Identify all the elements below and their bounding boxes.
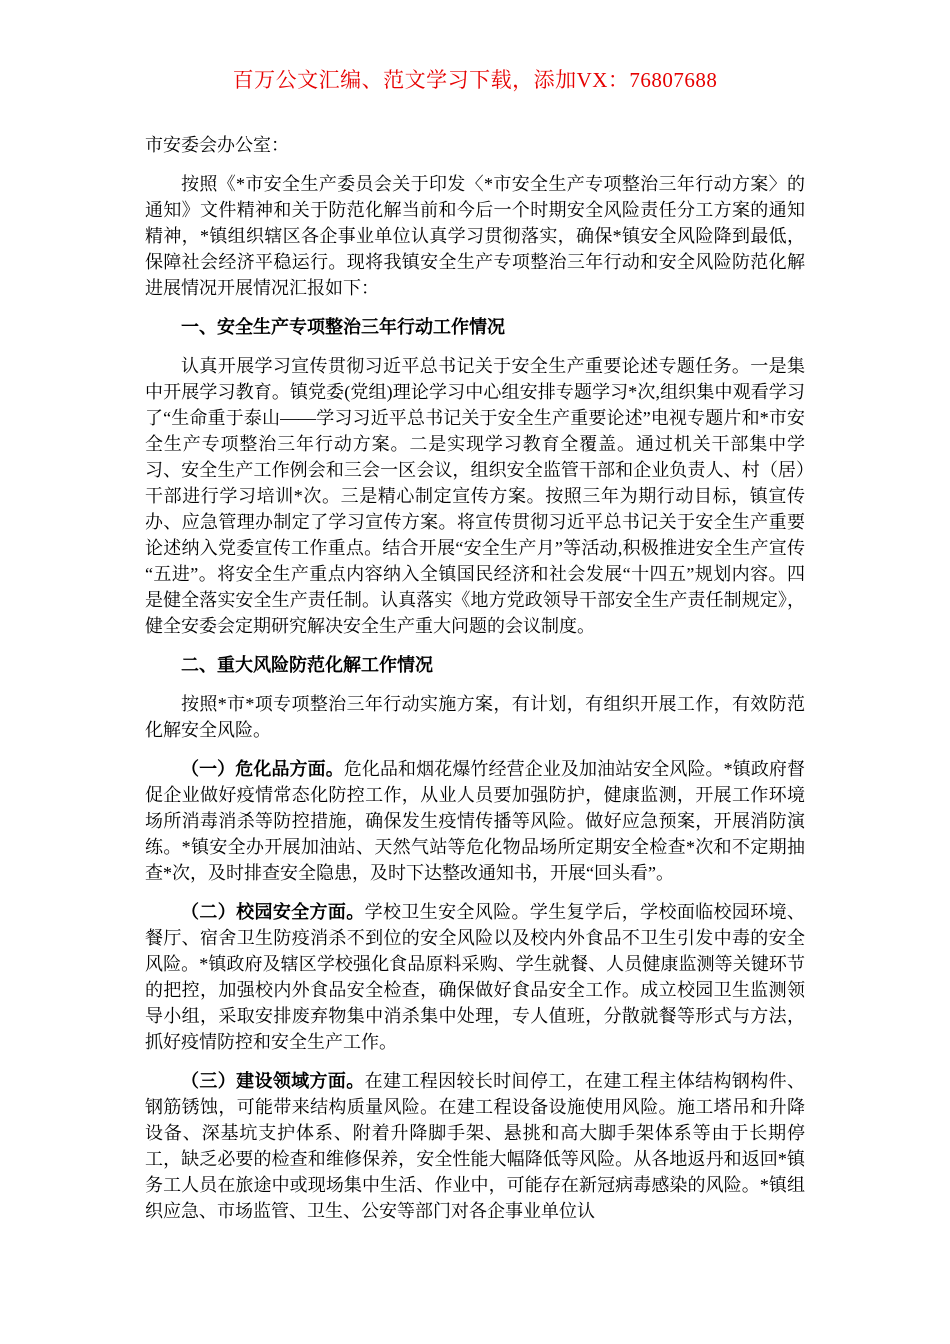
paragraph-lead-hazardous-chemicals: （一）危化品方面。 — [181, 759, 344, 779]
paragraph-text-campus-safety: 学校卫生安全风险。学生复学后，学校面临校园环境、餐厅、宿舍卫生防疫消杀不到位的安全风险以及校内外食品不卫生引发中毒的安全风险。*镇政府及辖区学校强化食品原料采购、学生就餐、人员健康监测等关键环节的把控，加强校内外食品安全检查，确保做好食品安全工作。成立校园卫生监测领导小组，采取安排废弃物集中消杀集中处理，专人值班，分散就餐等形式与方法，抓好疫情防控和安全生产工作。 — [145, 902, 806, 1052]
paragraph-lead-campus-safety: （二）校园安全方面。 — [181, 902, 365, 922]
section-heading-2: 二、重大风险防范化解工作情况 — [181, 655, 433, 675]
salutation: 市安委会办公室： — [145, 135, 289, 155]
paragraph-text-construction: 在建工程因较长时间停工，在建工程主体结构钢构件、钢筋锈蚀，可能带来结构质量风险。在建工程设备设施使用风险。施工塔吊和升降设备、深基坑支护体系、附着升降脚手架、悬挑和高大脚手架体系等由于长期停工，缺乏必要的检查和维修保养，安全性能大幅降低等风险。从各地返丹和返回*镇务工人员在旅途中或现场集中生活、作业中，可能存在新冠病毒感染的风险。*镇组织应急、市场监管、卫生、公安等部门对各企事业单位认 — [145, 1071, 806, 1221]
paragraph-campus-safety — [145, 899, 805, 1055]
promo-banner: 百万公文汇编、范文学习下载，添加VX：76807688 — [232, 68, 718, 92]
paragraph-hazardous-chemicals — [145, 756, 805, 886]
paragraph-intro: 按照《*市安全生产委员会关于印发〈*市安全生产专项整治三年行动方案〉的通知》文件精神和关于防范化解当前和今后一个时期安全风险责任分工方案的通知精神，*镇组织辖区各企事业单位认真学习贯彻落实，确保*镇安全风险降到最低，保障社会经济平稳运行。现将我镇安全生产专项整治三年行动和安全风险防范化解进展情况开展情况汇报如下： — [145, 174, 805, 298]
paragraph-text-hazardous-chemicals: 危化品和烟花爆竹经营企业及加油站安全风险。*镇政府督促企业做好疫情常态化防控工作，从业人员要加强防护，健康监测，开展工作环境场所消毒消杀等防控措施，确保发生疫情传播等风险。做好应急预案，开展消防演练。*镇安全办开展加油站、天然气站等危化物品场所定期安全检查*次和不定期抽查*次，及时排查安全隐患，及时下达整改通知书，开展“回头看”。 — [145, 759, 806, 883]
paragraph-section1: 认真开展学习宣传贯彻习近平总书记关于安全生产重要论述专题任务。一是集中开展学习教育。镇党委(党组)理论学习中心组安排专题学习*次,组织集中观看学习了“生命重于泰山——学习习近平总书记关于安全生产重要论述”电视专题片和*市安全生产专项整治三年行动方案。二是实现学习教育全覆盖。通过机关干部集中学习、安全生产工作例会和三会一区会议，组织安全监管干部和企业负责人、村（居）干部进行学习培训*次。三是精心制定宣传方案。按照三年为期行动目标，镇宣传办、应急管理办制定了学习宣传方案。将宣传贯彻习近平总书记关于安全生产重要论述纳入党委宣传工作重点。结合开展“安全生产月”等活动,积极推进安全生产宣传“五进”。将安全生产重点内容纳入全镇国民经济和社会发展“十四五”规划内容。四是健全落实安全生产责任制。认真落实《地方党政领导干部安全生产责任制规定》，健全安委会定期研究解决安全生产重大问题的会议制度。 — [145, 356, 805, 636]
paragraph-section2-intro: 按照*市*项专项整治三年行动实施方案，有计划，有组织开展工作，有效防范化解安全风险。 — [145, 694, 805, 740]
paragraph-lead-construction: （三）建设领域方面。 — [181, 1071, 365, 1091]
section-heading-1: 一、安全生产专项整治三年行动工作情况 — [181, 317, 505, 337]
document-body — [145, 132, 805, 1224]
paragraph-construction — [145, 1068, 805, 1224]
